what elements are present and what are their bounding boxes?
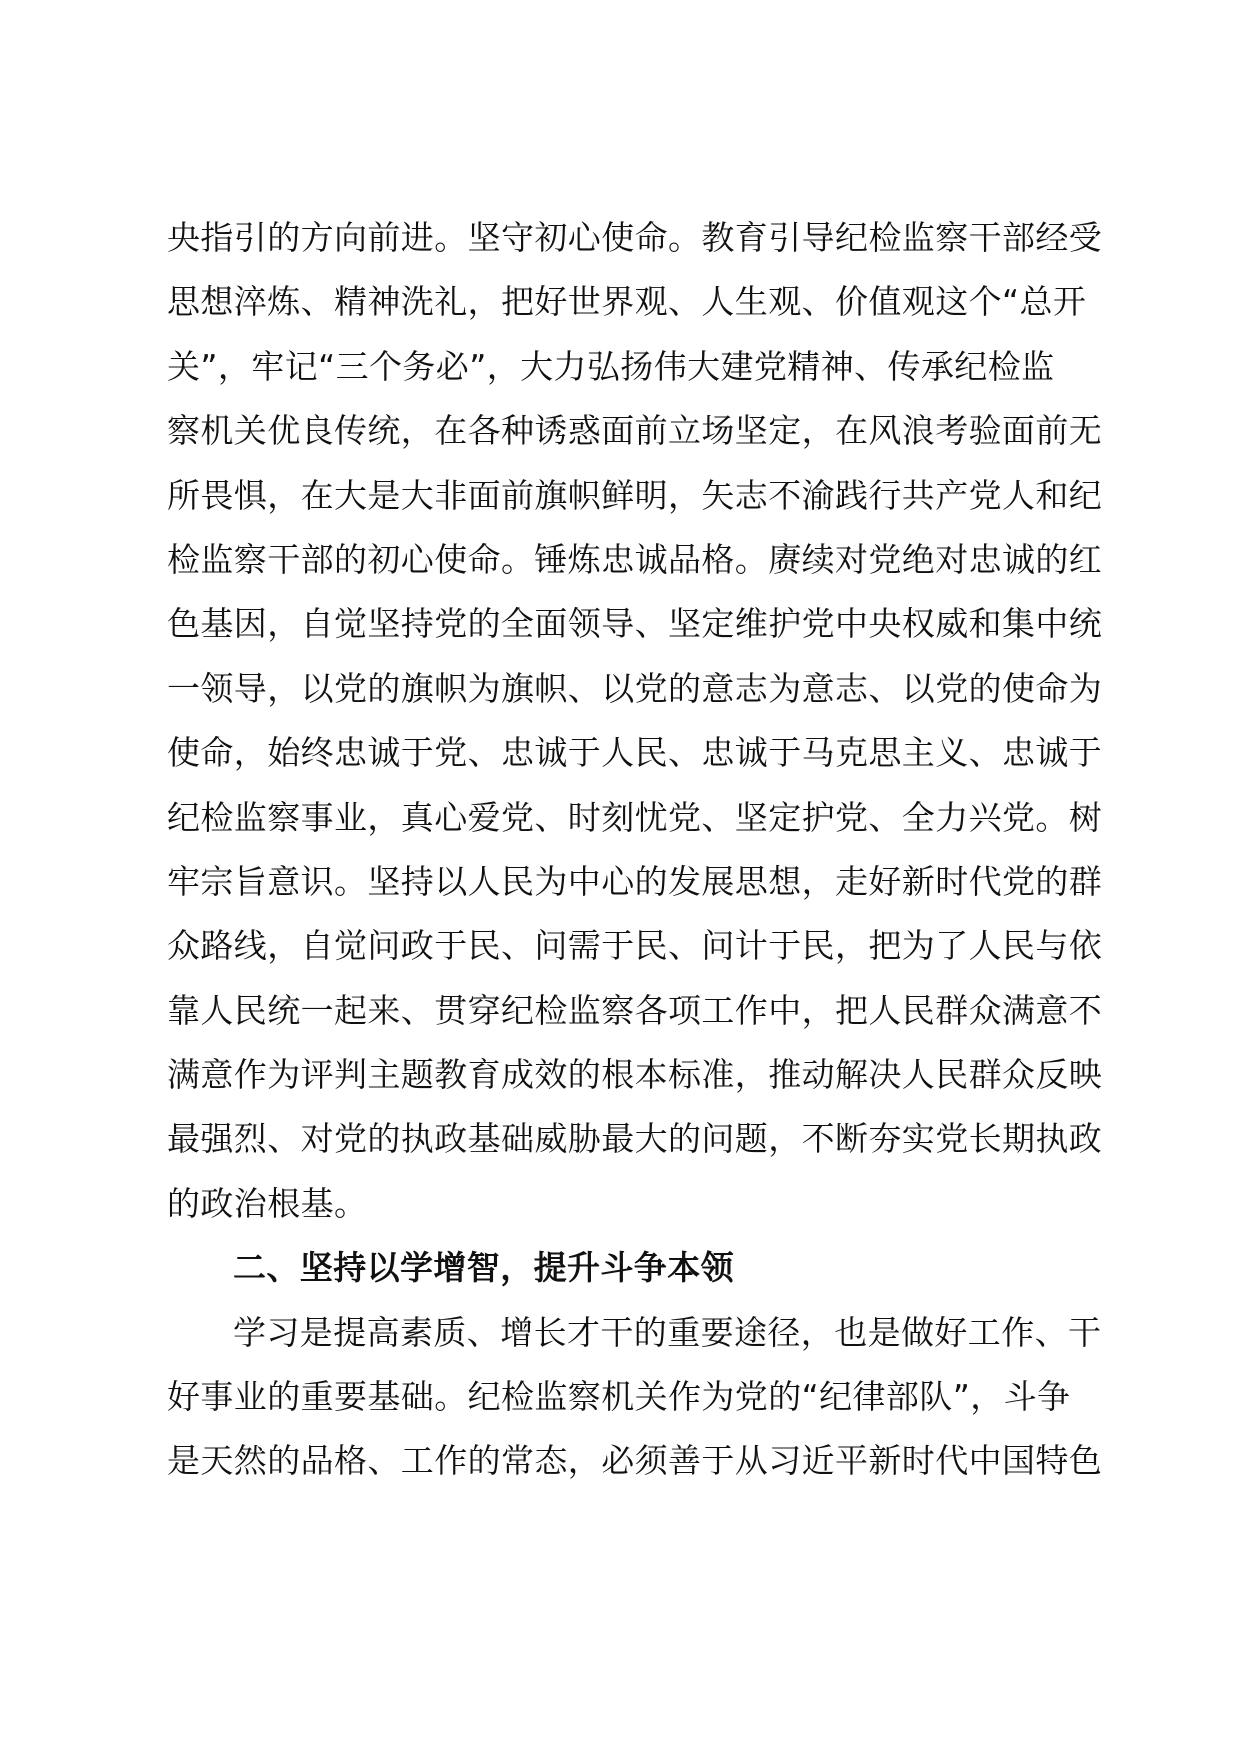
paragraph-line: 满意作为评判主题教育成效的根本标准，推动解决人民群众反映 <box>167 1055 1103 1095</box>
section-heading: 二、坚持以学增智，提升斗争本领 <box>233 1248 734 1288</box>
paragraph-line: 靠人民统一起来、贯穿纪检监察各项工作中，把人民群众满意不 <box>167 990 1103 1030</box>
paragraph-line: 好事业的重要基础。纪检监察机关作为党的“纪律部队”，斗争 <box>167 1377 1071 1417</box>
paragraph-line: 察机关优良传统，在各种诱惑面前立场坚定，在风浪考验面前无 <box>167 411 1103 451</box>
paragraph-2 <box>167 1301 1103 1494</box>
paragraph-line: 众路线，自觉问政于民、问需于民、问计于民，把为了人民与依 <box>167 926 1103 966</box>
paragraph-line: 使命，始终忠诚于党、忠诚于人民、忠诚于马克思主义、忠诚于 <box>167 733 1103 773</box>
paragraph-line: 的政治根基。 <box>167 1183 368 1223</box>
document-body <box>167 206 1103 1494</box>
paragraph-line: 牢宗旨意识。坚持以人民为中心的发展思想，走好新时代党的群 <box>167 861 1103 901</box>
paragraph-line: 是天然的品格、工作的常态，必须善于从习近平新时代中国特色 <box>167 1441 1103 1481</box>
paragraph-line: 最强烈、对党的执政基础威胁最大的问题，不断夯实党长期执政 <box>167 1119 1103 1159</box>
paragraph-line: 央指引的方向前进。坚守初心使命。教育引导纪检监察干部经受 <box>167 218 1103 257</box>
paragraph-line: 思想淬炼、精神洗礼，把好世界观、人生观、价值观这个“总开 <box>167 282 1087 322</box>
paragraph-line: 色基因，自觉坚持党的全面领导、坚定维护党中央权威和集中统 <box>167 604 1103 644</box>
paragraph-line: 检监察干部的初心使命。锤炼忠诚品格。赓续对党绝对忠诚的红 <box>167 539 1103 579</box>
paragraph-line: 所畏惧，在大是大非面前旗帜鲜明，矢志不渝践行共产党人和纪 <box>167 475 1103 515</box>
paragraph-line: 一领导，以党的旗帜为旗帜、以党的意志为意志、以党的使命为 <box>167 668 1103 708</box>
paragraph-line: 关”，牢记“三个务必”，大力弘扬伟大建党精神、传承纪检监 <box>167 346 1055 386</box>
paragraph-line: 纪检监察事业，真心爱党、时刻忧党、坚定护党、全力兴党。树 <box>167 797 1103 837</box>
paragraph-line: 学习是提高素质、增长才干的重要途径，也是做好工作、干 <box>233 1312 1102 1352</box>
paragraph-1 <box>167 206 1103 1236</box>
